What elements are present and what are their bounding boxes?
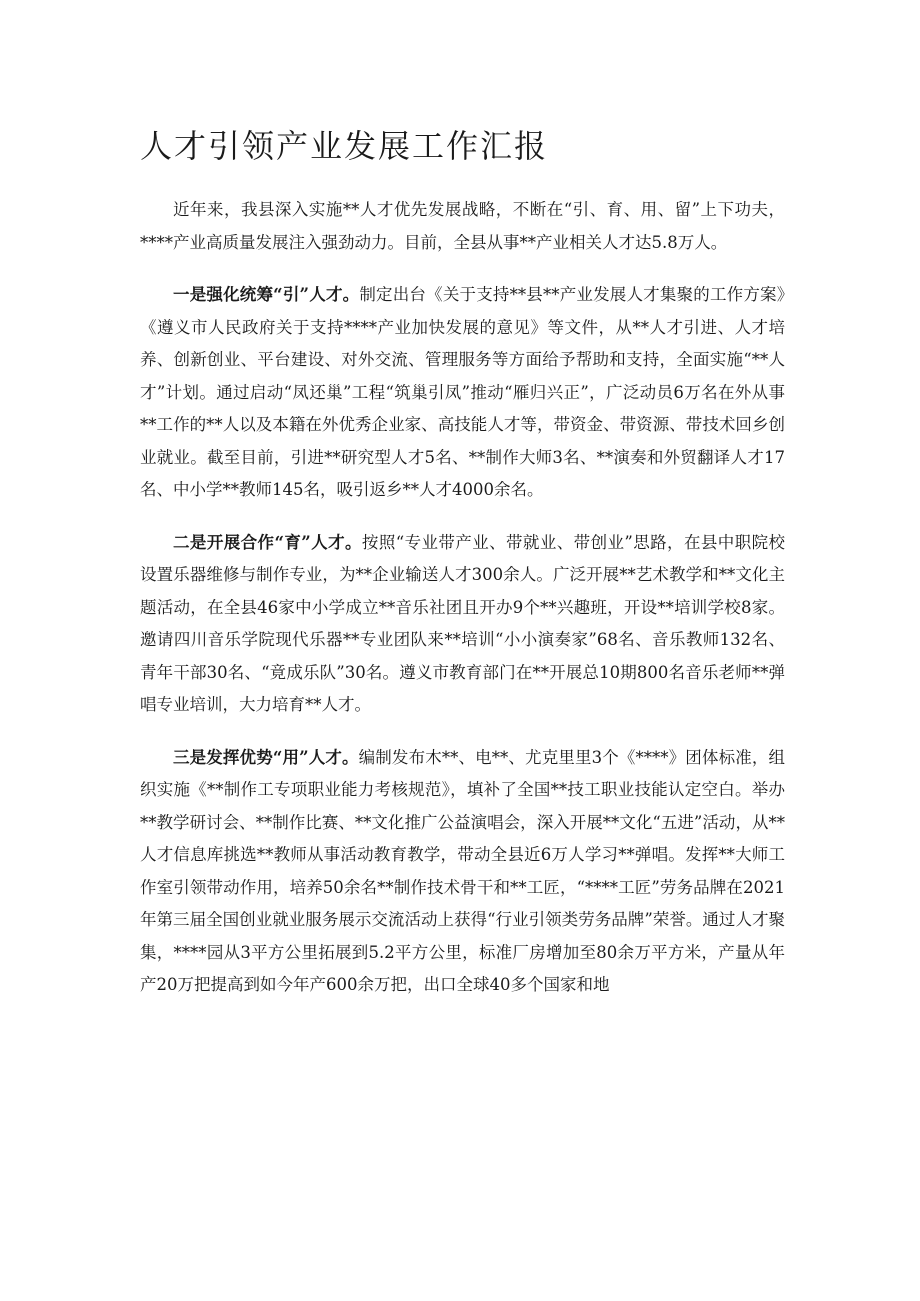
paragraph-intro [140, 194, 785, 259]
paragraph-recruit [140, 279, 785, 507]
paragraph-lead: 一是强化统筹“引”人才。 [173, 285, 360, 304]
paragraph-cultivate [140, 527, 785, 722]
paragraph-utilize [140, 742, 785, 1002]
paragraph-lead: 二是开展合作“育”人才。 [173, 532, 362, 552]
paragraph-lead: 三是发挥优势“用”人才。 [173, 747, 359, 767]
document-title: 人才引领产业发展工作汇报 [140, 127, 549, 165]
paragraph-text: 制定出台《关于支持**县**产业发展人才集聚的工作方案》《遵义市人民政府关于支持****产业加快发展的意见》等文件，从**人才引进、人才培养、创新创业、平台建设、对外交流、管理服务等方面给予帮助和支持，全面实施“**人才”计划。通过启动“凤还巢”工程“筑巢引凤”推动“雁归兴正”，广泛动员6万名在外从事**工作的**人以及本籍在外优秀企业家、高技能人才等，带资金、带资源、带技术回乡创业就业。截至目前，引进**研究型人才5名、**制作大师3名、**演奏和外贸翻译人才17名、中小学**教师145名，吸引返乡**人才4000余名。 [140, 285, 786, 499]
document-body [140, 194, 785, 1022]
paragraph-text: 近年来，我县深入实施**人才优先发展战略，不断在“引、育、用、留”上下功夫，****产业高质量发展注入强劲动力。目前，全县从事**产业相关人才达5.8万人。 [140, 200, 785, 252]
paragraph-text: 编制发布木**、电**、尤克里里3个《****》团体标准，组织实施《**制作工专项职业能力考核规范》，填补了全国**技工职业技能认定空白。举办**教学研讨会、**制作比赛、**文化推广公益演唱会，深入开展**文化“五进”活动，从**人才信息库挑选**教师从事活动教育教学，带动全县近6万人学习**弹唱。发挥**大师工作室引领带动作用，培养50余名**制作技术骨干和**工匠，“****工匠”劳务品牌在2021年第三届全国创业就业服务展示交流活动上获得“行业引领类劳务品牌”荣誉。通过人才聚集，****园从3平方公里拓展到5.2平方公里，标准厂房增加至80余万平方米，产量从年产20万把提高到如今年产600余万把，出口全球40多个国家和地 [140, 747, 785, 994]
paragraph-text: 按照“专业带产业、带就业、带创业”思路，在县中职院校设置乐器维修与制作专业，为**企业输送人才300余人。广泛开展**艺术教学和**文化主题活动，在全县46家中小学成立**音乐社团且开办9个**兴趣班，开设**培训学校8家。邀请四川音乐学院现代乐器**专业团队来**培训“小小演奏家”68名、音乐教师132名、青年干部30名、“竟成乐队”30名。遵义市教育部门在**开展总10期800名音乐老师**弹唱专业培训，大力培育**人才。 [140, 532, 786, 714]
